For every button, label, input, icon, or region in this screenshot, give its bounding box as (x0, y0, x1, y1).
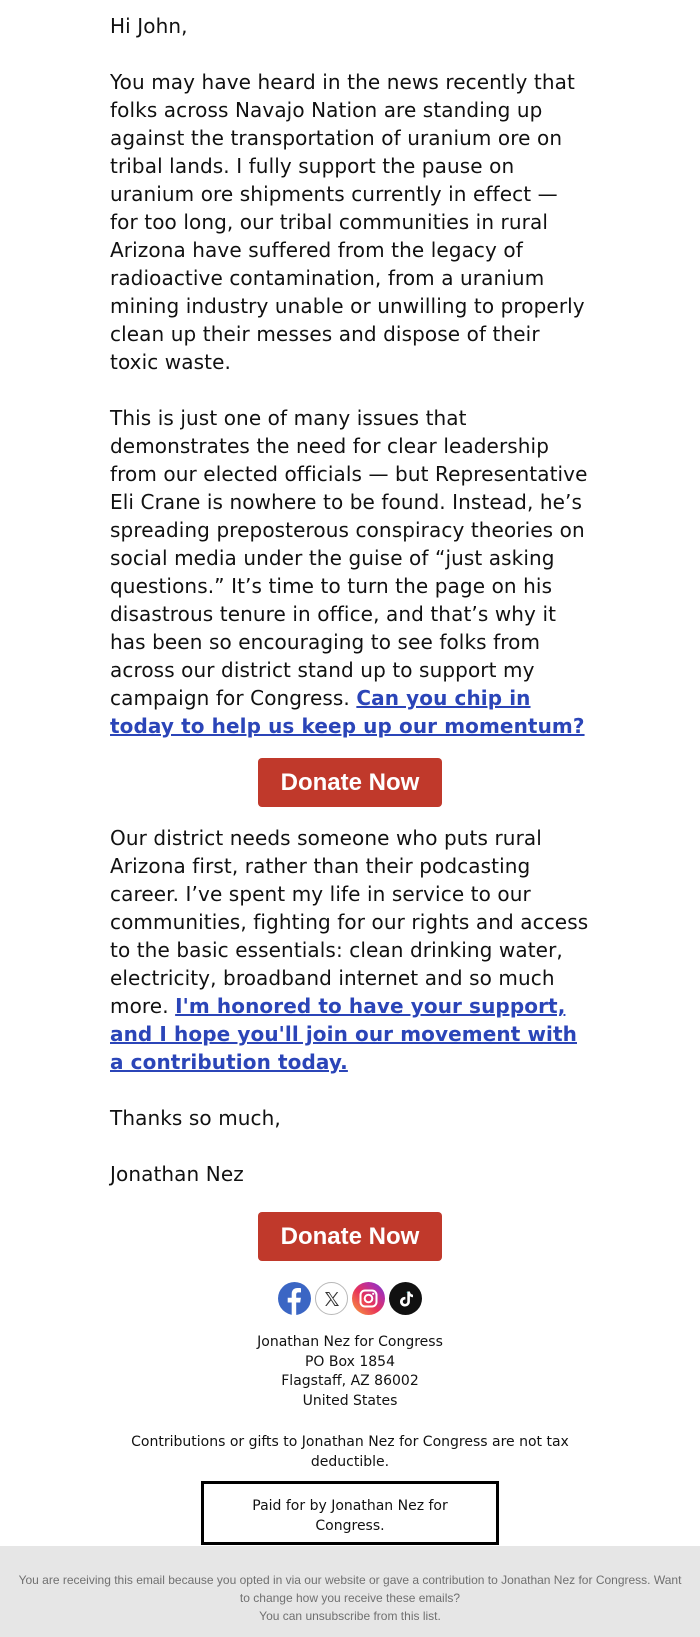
tax-disclaimer: Contributions or gifts to Jonathan Nez for Congress are not tax deductible. (131, 1434, 569, 1470)
paragraph-leadership-text: This is just one of many issues that demonstrates the need for clear leadership from our elected officials — but Representative Eli Crane is nowhere to be found. Instead, he’s spreading preposterous conspiracy theories on social media under the guise of “just asking questions.” It’s time to turn the page on his disastrous tenure in office, and that’s why it has been so encouraging to see folks from across our district stand up to support my campaign for Congress. (110, 406, 588, 710)
paragraph-uranium: You may have heard in the news recently that folks across Navajo Nation are standing up against the transportation of uranium ore on tribal lands. I fully support the pause on uranium ore shipments currently in effect — for too long, our tribal communities in rural Arizona have suffered from the legacy of radioactive contamination, from a uranium mining industry unable or unwilling to properly clean up their messes and dispose of their toxic waste. (110, 70, 585, 374)
mailing-address (0, 1333, 700, 1411)
email-body-continued (110, 824, 590, 1216)
facebook-icon[interactable] (278, 1282, 311, 1315)
email-body (110, 12, 590, 768)
footer-notice: You are receiving this email because you opted in via our website or gave a contribution to Jonathan Nez for Congress. Want to change how you receive these emails? (18, 1573, 682, 1605)
social-links (278, 1282, 422, 1316)
tiktok-icon[interactable] (389, 1282, 422, 1315)
x-icon[interactable] (315, 1282, 348, 1315)
signature: Jonathan Nez (110, 1162, 244, 1186)
instagram-icon[interactable] (352, 1282, 385, 1315)
address-po-box: PO Box 1854 (304, 1353, 395, 1370)
address-org: Jonathan Nez for Congress (257, 1334, 443, 1350)
unsubscribe-link[interactable]: You can unsubscribe from this list. (259, 1609, 441, 1623)
paragraph-district-text: Our district needs someone who puts rural Arizona first, rather than their podcasting career. I’ve spent my life in service to our communities, fighting for our rights and access to the basic essentials: clean drinking water, electricity, broadband internet and so much more. (110, 826, 589, 1018)
chip-in-link[interactable]: Can you chip in today to help us keep up our momentum? (110, 686, 585, 738)
paid-for-box: Paid for by Jonathan Nez for Congress. (201, 1481, 499, 1545)
closing: Thanks so much, (110, 1106, 281, 1130)
contribution-link[interactable]: I'm honored to have your support, and I hope you'll join our movement with a contribution today. (110, 994, 577, 1074)
donate-now-button-top[interactable]: Donate Now (258, 758, 442, 807)
email-footer (0, 1546, 700, 1637)
address-country: United States (302, 1392, 398, 1409)
paragraph-district (110, 824, 590, 1076)
paragraph-leadership (110, 404, 590, 740)
donate-now-button-bottom[interactable]: Donate Now (258, 1212, 442, 1261)
address-city: Flagstaff, AZ 86002 (281, 1373, 419, 1389)
greeting: Hi John, (110, 14, 188, 38)
